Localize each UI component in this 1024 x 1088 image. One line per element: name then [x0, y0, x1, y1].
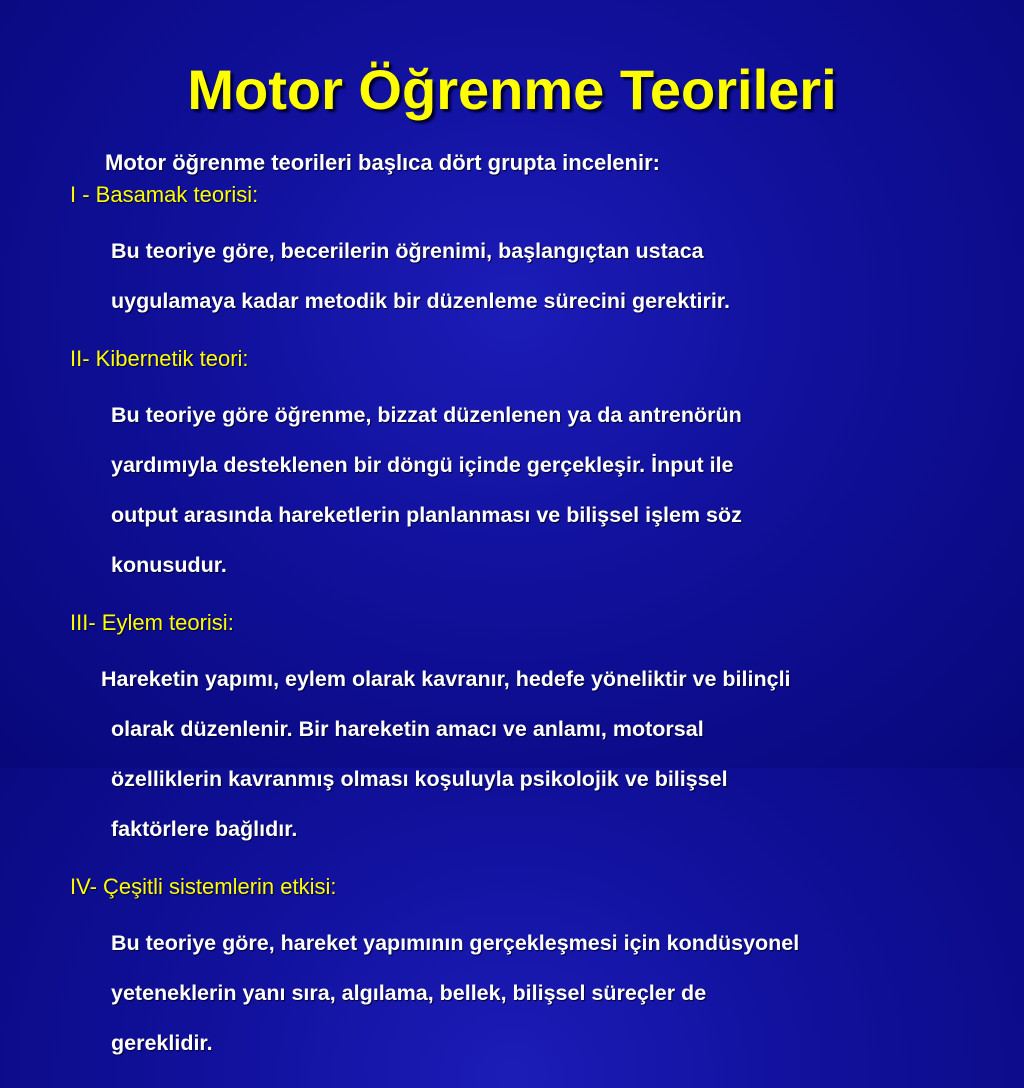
- section-heading-2: II- Kibernetik teori:: [70, 346, 249, 371]
- body-line: özelliklerin kavranmış olması koşuluyla psikolojik ve bilişsel: [111, 767, 728, 791]
- section-body-2: [111, 378, 1020, 603]
- body-line: Hareketin yapımı, eylem olarak kavranır, hedefe yöneliktir ve bilinçli: [101, 667, 791, 691]
- section-heading-1: I - Basamak teorisi:: [70, 182, 259, 207]
- body-line: yardımıyla desteklenen bir döngü içinde gerçekleşir. İnput ile: [111, 453, 734, 477]
- body-line: output arasında hareketlerin planlanması ve bilişsel işlem söz: [111, 503, 742, 527]
- section-heading-3: III- Eylem teorisi:: [70, 610, 234, 635]
- body-line: uygulamaya kadar metodik bir düzenleme sürecini gerektirir.: [111, 289, 730, 313]
- section-body-3: [101, 642, 1020, 867]
- section-body-1: [111, 214, 1020, 339]
- slide-content: [70, 150, 1020, 1088]
- body-line: olarak düzenlenir. Bir hareketin amacı ve anlamı, motorsal: [111, 717, 704, 741]
- body-line: konusudur.: [111, 553, 227, 577]
- body-line: gereklidir.: [111, 1031, 213, 1055]
- section-body-4: [111, 906, 1020, 1081]
- body-line: faktörlere bağlıdır.: [111, 817, 298, 841]
- body-line: yeteneklerin yanı sıra, algılama, bellek, bilişsel süreçler de: [111, 981, 707, 1005]
- section-heading-4: IV- Çeşitli sistemlerin etkisi:: [70, 874, 337, 899]
- intro-text: Motor öğrenme teorileri başlıca dört grupta incelenir:: [105, 150, 660, 175]
- body-line: Bu teoriye göre öğrenme, bizzat düzenlenen ya da antrenörün: [111, 403, 742, 427]
- body-line: Bu teoriye göre, becerilerin öğrenimi, başlangıçtan ustaca: [111, 239, 704, 263]
- body-line: Bu teoriye göre, hareket yapımının gerçekleşmesi için kondüsyonel: [111, 931, 800, 955]
- slide-title: Motor Öğrenme Teorileri: [187, 58, 837, 121]
